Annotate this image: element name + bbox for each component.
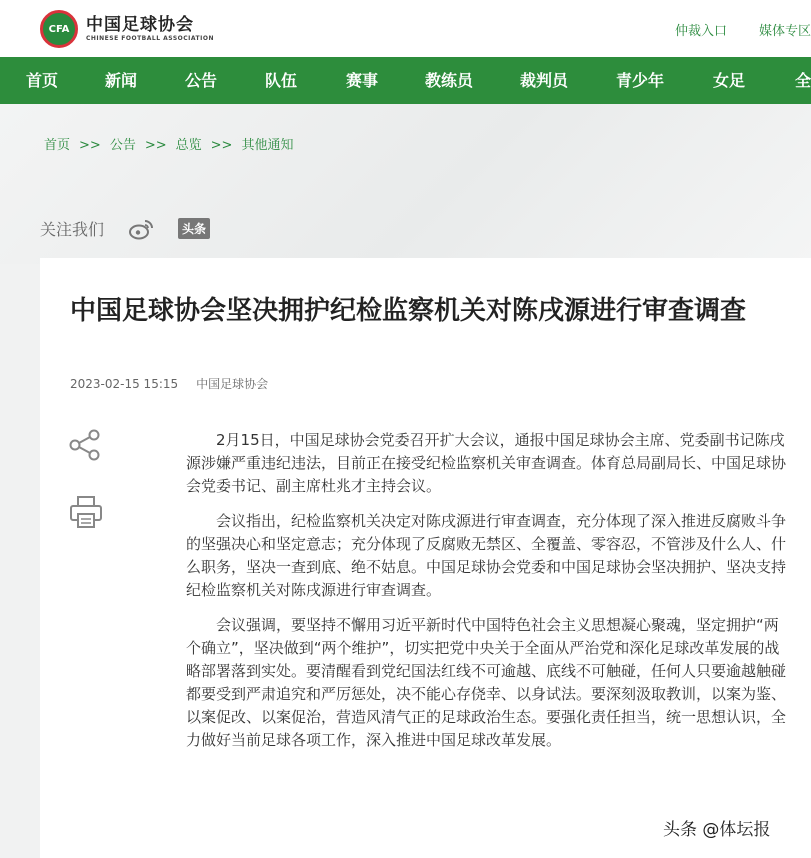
nav-item-women[interactable]: 女足 bbox=[713, 71, 746, 90]
article-paragraph: 2月15日，中国足球协会党委召开扩大会议，通报中国足球协会主席、党委副书记陈戌源涉嫌严重违纪违法，目前正在接受纪检监察机关审查调查。体育总局副局长、中国足球协会党委书记、副主席杜兆才主持会议。 bbox=[186, 431, 787, 495]
logo-text bbox=[86, 15, 214, 43]
follow-label: 关注我们 bbox=[40, 220, 105, 239]
logo-name-en: CHINESE FOOTBALL ASSOCIATION bbox=[86, 35, 215, 42]
breadcrumb-home[interactable]: 首页 bbox=[44, 138, 71, 153]
breadcrumb-separator: >> bbox=[79, 138, 101, 153]
watermark: 头条 @体坛报 bbox=[663, 820, 771, 840]
article-source: 中国足球协会 bbox=[196, 377, 269, 391]
breadcrumb bbox=[44, 134, 293, 153]
breadcrumb-overview[interactable]: 总览 bbox=[175, 138, 202, 153]
article-paragraph: 会议指出，纪检监察机关决定对陈戌源进行审查调查，充分体现了深入推进反腐败斗争的坚强决心和坚定意志；充分体现了反腐败无禁区、全覆盖、零容忍，不管涉及什么人、什么职务，坚决一查到底、绝不姑息。中国足球协会党委和中国足球协会坚决拥护、坚决支持纪检监察机关对陈戌源进行审查调查。 bbox=[186, 512, 787, 599]
nav-item-home[interactable]: 首页 bbox=[26, 71, 59, 90]
article-paragraph: 会议强调，要坚持不懈用习近平新时代中国特色社会主义思想凝心聚魂，坚定拥护“两个确立”，坚决做到“两个维护”，切实把党中央关于全面从严治党和深化足球改革发展的战略部署落到实处。要清醒看到党纪国法红线不可逾越、底线不可触碰，任何人只要逾越触碰都要受到严肃追究和严厉惩处，决不能心存侥幸、以身试法。要深刻汲取教训，以案为鉴、以案促改、以案促治，营造风清气正的足球政治生态。要强化责任担当，统一思想认识，全力做好当前足球各项工作，深入推进中国足球改革发展。 bbox=[186, 616, 787, 749]
nav-item-events[interactable]: 赛事 bbox=[346, 71, 379, 90]
top-links bbox=[643, 20, 811, 39]
nav-item-news[interactable]: 新闻 bbox=[105, 71, 138, 90]
weibo-icon[interactable] bbox=[128, 218, 154, 240]
nav-item-coaches[interactable]: 教练员 bbox=[425, 71, 474, 90]
breadcrumb-separator: >> bbox=[144, 138, 167, 153]
share-icon[interactable] bbox=[68, 428, 102, 462]
article-title: 中国足球协会坚决拥护纪检监察机关对陈戌源进行审查调查 bbox=[70, 296, 747, 326]
top-header bbox=[0, 0, 811, 57]
nav-item-teams[interactable]: 队伍 bbox=[265, 71, 298, 90]
arbitration-link[interactable]: 仲裁入口 bbox=[674, 24, 727, 39]
nav-item-youth[interactable]: 青少年 bbox=[616, 71, 665, 90]
breadcrumb-notice[interactable]: 公告 bbox=[109, 138, 136, 153]
cfa-badge-icon: CFA bbox=[40, 10, 78, 48]
hero-banner bbox=[0, 104, 811, 264]
site-logo[interactable] bbox=[40, 10, 214, 48]
breadcrumb-other[interactable]: 其他通知 bbox=[241, 138, 294, 153]
breadcrumb-separator: >> bbox=[210, 138, 233, 153]
follow-us bbox=[40, 217, 210, 240]
article-body bbox=[186, 429, 786, 764]
nav-item-referees[interactable]: 裁判员 bbox=[520, 71, 569, 90]
media-link[interactable]: 媒体专区 bbox=[758, 24, 811, 39]
print-icon[interactable] bbox=[68, 494, 104, 530]
toutiao-icon[interactable]: 头条 bbox=[178, 218, 210, 239]
main-nav bbox=[0, 57, 811, 104]
article-date: 2023-02-15 15:15 bbox=[70, 377, 179, 391]
article-meta bbox=[70, 375, 268, 392]
nav-item-notice[interactable]: 公告 bbox=[185, 71, 218, 90]
nav-item-more[interactable]: 全 bbox=[795, 71, 811, 90]
logo-name-cn: 中国足球协会 bbox=[86, 15, 194, 35]
